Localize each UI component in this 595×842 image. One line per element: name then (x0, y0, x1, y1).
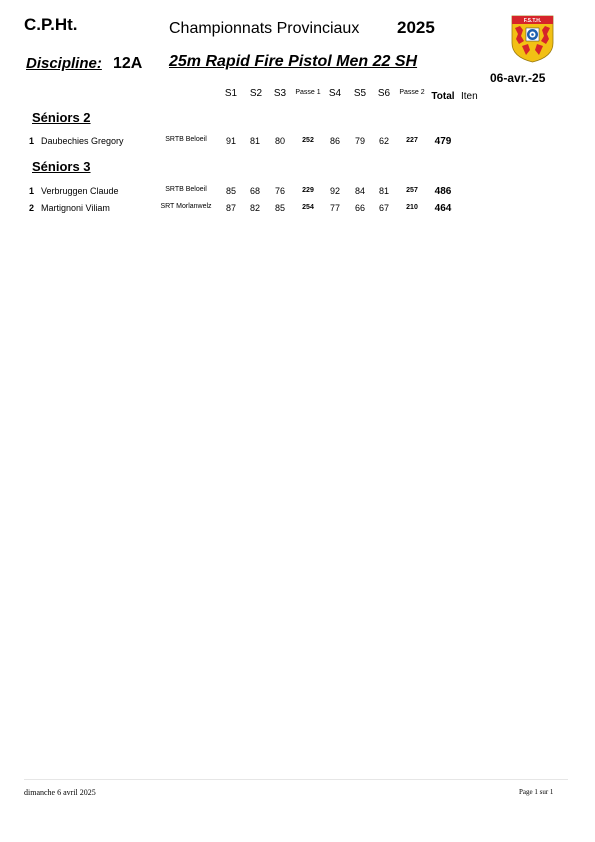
col-header-passe1: Passe 1 (295, 89, 321, 96)
row-club: SRTB Beloeil (165, 136, 207, 143)
row-passe1: 229 (302, 187, 314, 194)
row-s2: 68 (249, 186, 261, 196)
row-shooter-name: Daubechies Gregory (41, 136, 124, 146)
row-s2: 82 (249, 203, 261, 213)
row-passe1: 252 (302, 137, 314, 144)
col-header-s3: S3 (273, 88, 287, 99)
row-s4: 86 (329, 136, 341, 146)
row-total: 486 (434, 186, 452, 197)
row-rank: 1 (29, 136, 35, 146)
row-s1: 85 (225, 186, 237, 196)
row-passe2: 227 (406, 137, 418, 144)
col-header-s2: S2 (249, 88, 263, 99)
row-s3: 80 (274, 136, 286, 146)
col-header-s5: S5 (353, 88, 367, 99)
row-s1: 91 (225, 136, 237, 146)
row-passe2: 210 (406, 204, 418, 211)
row-s3: 85 (274, 203, 286, 213)
col-header-passe2: Passe 2 (399, 89, 425, 96)
col-header-total: Total (431, 91, 455, 102)
row-s6: 81 (378, 186, 390, 196)
row-s2: 81 (249, 136, 261, 146)
row-passe1: 254 (302, 204, 314, 211)
row-s5: 84 (354, 186, 366, 196)
event-date: 06-avr.-25 (490, 71, 546, 85)
logo-text: F.S.T.H. (523, 18, 542, 25)
federation-logo (510, 15, 555, 63)
organization-name: C.P.Ht. (24, 15, 78, 34)
championship-title: Championnats Provinciaux (169, 20, 360, 37)
row-s4: 92 (329, 186, 341, 196)
event-title: 25m Rapid Fire Pistol Men 22 SH (169, 53, 418, 70)
row-total: 464 (434, 203, 452, 214)
row-rank: 1 (29, 186, 35, 196)
row-s4: 77 (329, 203, 341, 213)
championship-year: 2025 (397, 18, 435, 37)
category-title: Séniors 3 (32, 159, 91, 174)
col-header-s1: S1 (224, 88, 238, 99)
row-club: SRTB Beloeil (165, 186, 207, 193)
col-header-iten: Iten (461, 91, 478, 102)
row-club: SRT Morlanwelz (160, 203, 212, 210)
discipline-value: 12A (113, 55, 143, 72)
row-s5: 79 (354, 136, 366, 146)
row-shooter-name: Verbruggen Claude (41, 186, 119, 196)
footer-date: dimanche 6 avril 2025 (24, 788, 96, 797)
row-s5: 66 (354, 203, 366, 213)
row-total: 479 (434, 136, 452, 147)
row-s3: 76 (274, 186, 286, 196)
row-s6: 62 (378, 136, 390, 146)
col-header-s6: S6 (377, 88, 391, 99)
col-header-s4: S4 (328, 88, 342, 99)
category-title: Séniors 2 (32, 110, 91, 125)
footer-divider (24, 779, 568, 780)
row-s1: 87 (225, 203, 237, 213)
row-shooter-name: Martignoni Viliam (41, 203, 110, 213)
row-s6: 67 (378, 203, 390, 213)
discipline-label: Discipline: (26, 55, 102, 72)
row-rank: 2 (29, 203, 35, 213)
footer-page-number: Page 1 sur 1 (519, 788, 554, 796)
row-passe2: 257 (406, 187, 418, 194)
